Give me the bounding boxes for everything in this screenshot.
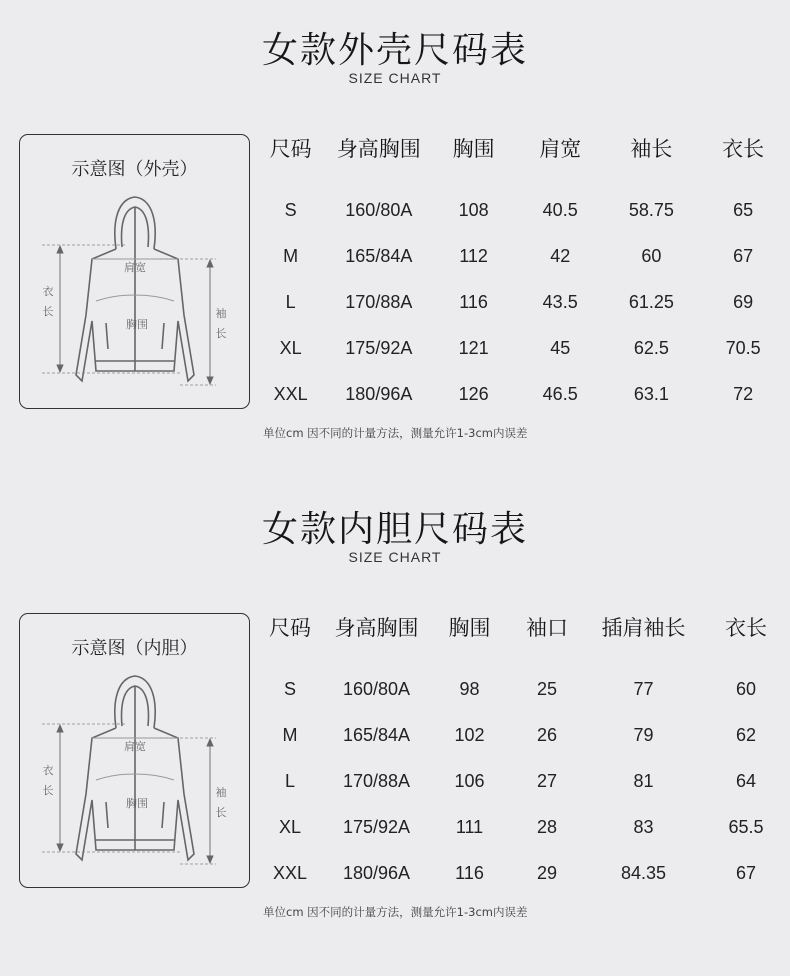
measurement-note: 单位cm 因不同的计量方法，测量允许1-3cm内误差 xyxy=(263,905,528,919)
table-cell: 116 xyxy=(455,862,484,883)
size-chart-liner xyxy=(0,480,790,960)
table-cell: 43.5 xyxy=(542,291,578,312)
table-header-row xyxy=(255,133,788,163)
table-cell: 62.5 xyxy=(633,337,669,358)
table-cell: 60 xyxy=(735,678,757,699)
table-cell: 28 xyxy=(536,816,558,837)
table-row xyxy=(255,850,788,896)
table-cell: 65 xyxy=(733,199,754,220)
table-cell: L xyxy=(284,770,295,791)
header-shoulder: 肩宽 xyxy=(539,137,582,161)
table-cell: 165/84A xyxy=(342,724,411,745)
table-row xyxy=(255,279,788,325)
chest-label: 胸围 xyxy=(126,797,148,810)
table-row xyxy=(255,371,788,417)
header-raglan-sleeve: 插肩袖长 xyxy=(601,616,686,640)
table-cell: 160/80A xyxy=(345,199,413,220)
section-subtitle: SIZE CHART xyxy=(348,70,442,86)
size-table xyxy=(255,612,788,896)
table-cell: 112 xyxy=(459,245,488,266)
header-size: 尺码 xyxy=(269,616,311,640)
table-cell: 126 xyxy=(458,383,489,404)
sleeve-label-1: 袖 xyxy=(215,786,227,799)
shoulder-label: 肩宽 xyxy=(124,740,146,753)
sleeve-label-1: 袖 xyxy=(215,307,227,320)
table-cell: 83 xyxy=(633,816,654,837)
header-length: 衣长 xyxy=(722,137,765,161)
liner-diagram xyxy=(19,613,250,888)
table-cell: M xyxy=(283,245,299,266)
table-cell: 175/92A xyxy=(345,337,413,358)
table-row xyxy=(255,712,788,758)
length-label-1: 衣 xyxy=(42,764,54,777)
table-cell: 46.5 xyxy=(542,383,578,404)
table-cell: XXL xyxy=(273,383,308,404)
table-row xyxy=(255,758,788,804)
table-cell: 42 xyxy=(550,245,571,266)
size-table xyxy=(255,133,788,417)
table-cell: 175/92A xyxy=(342,816,411,837)
table-cell: L xyxy=(285,291,296,312)
table-cell: XL xyxy=(279,337,302,358)
table-cell: 40.5 xyxy=(542,199,578,220)
measurement-note: 单位cm 因不同的计量方法，测量允许1-3cm内误差 xyxy=(263,426,528,440)
table-cell: 165/84A xyxy=(345,245,413,266)
table-cell: XL xyxy=(278,816,302,837)
header-cuff: 袖口 xyxy=(526,616,568,640)
table-row xyxy=(255,666,788,712)
table-cell: 116 xyxy=(459,291,488,312)
chest-label: 胸围 xyxy=(126,318,148,331)
table-cell: 180/96A xyxy=(342,862,411,883)
table-header-row xyxy=(255,612,788,642)
header-length: 衣长 xyxy=(725,616,767,640)
table-row xyxy=(255,187,788,233)
table-cell: 170/88A xyxy=(342,770,411,791)
table-cell: S xyxy=(284,199,297,220)
sleeve-label-2: 长 xyxy=(215,806,227,819)
header-sleeve: 袖长 xyxy=(630,137,673,161)
table-cell: 61.25 xyxy=(628,291,674,312)
length-label-1: 衣 xyxy=(42,285,54,298)
table-cell: 63.1 xyxy=(633,383,669,404)
length-label-2: 长 xyxy=(42,784,54,797)
sleeve-label-2: 长 xyxy=(215,327,227,340)
table-cell: 69 xyxy=(733,291,754,312)
table-cell: 121 xyxy=(458,337,489,358)
header-size: 尺码 xyxy=(269,137,312,161)
jacket-illustration xyxy=(20,135,251,410)
table-cell: 170/88A xyxy=(345,291,413,312)
table-cell: 84.35 xyxy=(620,862,667,883)
table-cell: 27 xyxy=(536,770,558,791)
table-row xyxy=(255,233,788,279)
table-cell: 72 xyxy=(733,383,754,404)
header-chest: 胸围 xyxy=(448,616,491,640)
table-cell: 26 xyxy=(536,724,558,745)
table-cell: 45 xyxy=(550,337,571,358)
table-cell: M xyxy=(282,724,298,745)
table-cell: 62 xyxy=(735,724,757,745)
table-cell: XXL xyxy=(272,862,308,883)
table-cell: 102 xyxy=(454,724,485,745)
length-label-2: 长 xyxy=(42,305,54,318)
jacket-diagram xyxy=(19,134,250,409)
table-cell: 58.75 xyxy=(628,199,674,220)
table-cell: 70.5 xyxy=(725,337,761,358)
table-cell: 25 xyxy=(536,678,558,699)
liner-illustration xyxy=(20,614,251,889)
table-cell: 77 xyxy=(633,678,654,699)
section-title: 女款外壳尺码表 xyxy=(261,30,528,71)
header-chest: 胸围 xyxy=(452,137,495,161)
table-cell: 160/80A xyxy=(342,678,411,699)
section-subtitle: SIZE CHART xyxy=(348,549,442,565)
table-cell: 67 xyxy=(733,245,754,266)
table-cell: 180/96A xyxy=(345,383,413,404)
table-cell: 60 xyxy=(641,245,662,266)
table-cell: 64 xyxy=(735,770,757,791)
table-cell: 98 xyxy=(459,678,480,699)
table-cell: 65.5 xyxy=(728,816,764,837)
shoulder-label: 肩宽 xyxy=(124,261,146,274)
diagram-caption: 示意图（内胆） xyxy=(71,638,198,659)
section-title: 女款内胆尺码表 xyxy=(261,509,528,550)
header-height-chest: 身高胸围 xyxy=(334,616,419,640)
table-cell: 67 xyxy=(735,862,757,883)
table-cell: 81 xyxy=(633,770,654,791)
table-row xyxy=(255,325,788,371)
table-cell: 29 xyxy=(536,862,558,883)
table-cell: 79 xyxy=(633,724,654,745)
table-cell: S xyxy=(283,678,296,699)
header-height-chest: 身高胸围 xyxy=(336,137,421,161)
diagram-caption: 示意图（外壳） xyxy=(71,159,198,180)
size-chart-shell xyxy=(0,0,790,470)
table-cell: 106 xyxy=(454,770,485,791)
table-cell: 111 xyxy=(455,816,484,837)
table-cell: 108 xyxy=(458,199,489,220)
table-row xyxy=(255,804,788,850)
